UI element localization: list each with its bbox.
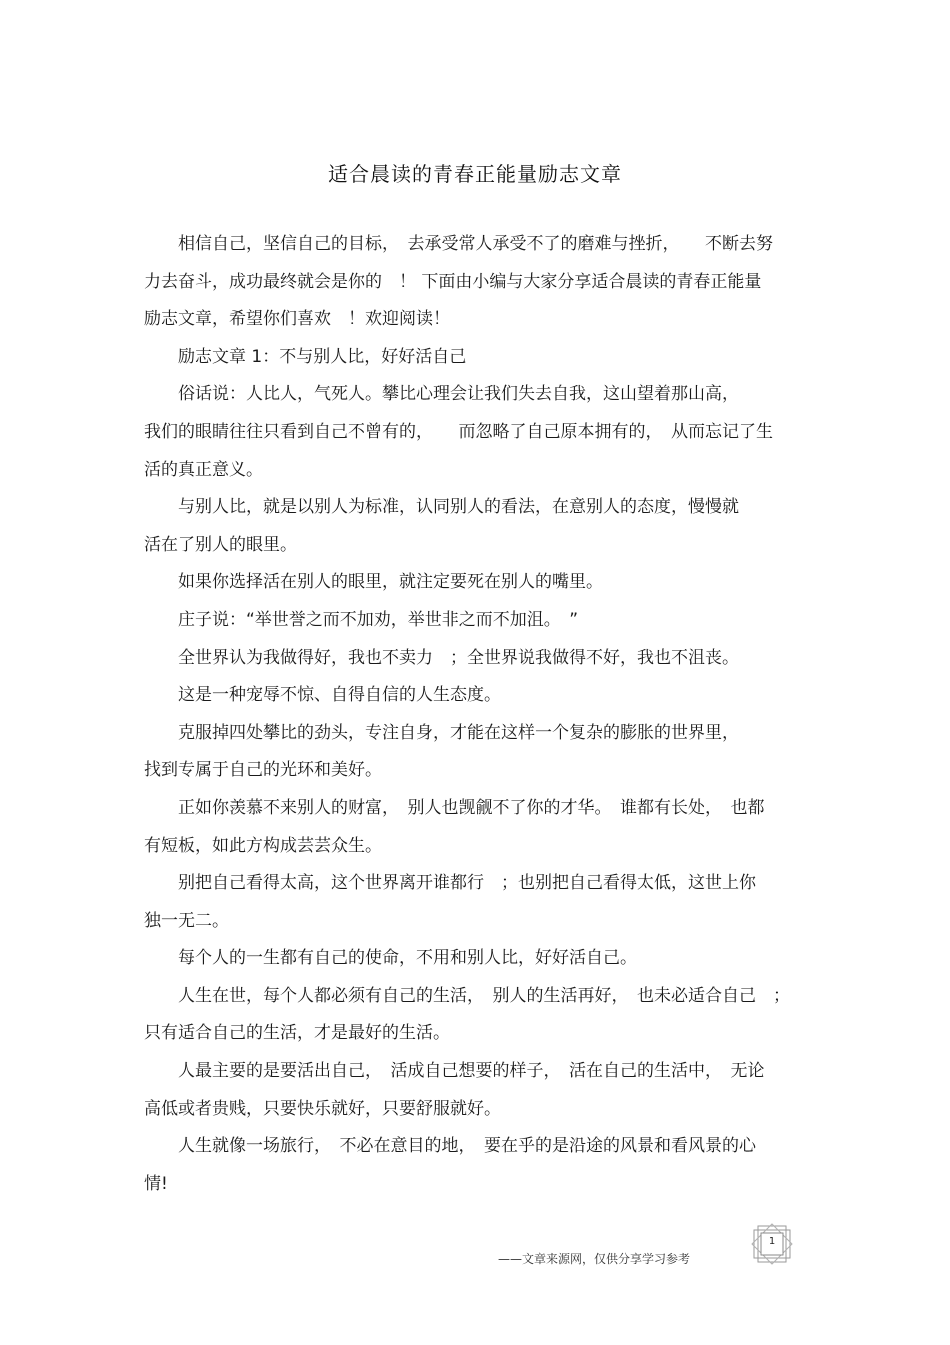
paragraph: 俗话说：人比人，气死人。攀比心理会让我们失去自我，这山望着那山高， 我们的眼睛往往只看到自己不曾有的， 而忽略了自己原本拥有的， 从而忘记了生 活的真正意义。 — [144, 384, 773, 480]
paragraph: 别把自己看得太高，这个世界离开谁都行 ；也别把自己看得太低，这世上你 独一无二。 — [144, 873, 756, 931]
footer-source-note: ——文章来源网，仅供分享学习参考 — [498, 1252, 691, 1266]
paragraph: 正如你羡慕不来别人的财富， 别人也觊觎不了你的才华。 谁都有长处， 也都 有短板，如此方构成芸芸众生。 — [144, 797, 765, 856]
paragraph: 每个人的一生都有自己的使命，不用和别人比，好好活自己。 — [144, 948, 637, 969]
paragraph: 与别人比，就是以别人为标准，认同别人的看法，在意别人的态度，慢慢就 活在了别人的眼里。 — [144, 497, 739, 555]
paragraph: 人生就像一场旅行， 不必在意目的地， 要在乎的是沿途的风景和看风景的心 情! — [144, 1136, 756, 1194]
paragraph-intro: 相信自己，坚信自己的目标， 去承受常人承受不了的磨难与挫折， 不断去努 力去奋斗，成功最终就会是你的 ！ 下面由小编与大家分享适合晨读的青春正能量 励志文章，希望你们喜欢 ！欢迎阅读！ — [144, 234, 773, 330]
paragraph: 克服掉四处攀比的劲头，专注自身，才能在这样一个复杂的膨胀的世界里， 找到专属于自己的光环和美好。 — [144, 722, 739, 781]
paragraph: 庄子说：“举世誉之而不加劝，举世非之而不加沮。 ” — [144, 609, 579, 630]
page-title: 适合晨读的青春正能量励志文章 — [328, 162, 622, 186]
paragraph: 人最主要的是要活出自己， 活成自己想要的样子， 活在自己的生活中， 无论 高低或者贵贱，只要快乐就好，只要舒服就好。 — [144, 1061, 765, 1119]
paragraph: 人生在世，每个人都必须有自己的生活， 别人的生活再好， 也未必适合自己 ； 只有适合自己的生活，才是最好的生活。 — [144, 985, 790, 1044]
page-number: 1 — [768, 1236, 776, 1247]
article-body — [144, 226, 814, 1203]
paragraph-heading-article-1: 励志文章 1：不与别人比，好好活自己 — [144, 346, 467, 367]
paragraph: 全世界认为我做得好，我也不卖力 ；全世界说我做得不好，我也不沮丧。 — [144, 647, 739, 668]
page-number-badge — [750, 1222, 794, 1266]
paragraph: 这是一种宠辱不惊、自得自信的人生态度。 — [144, 685, 501, 706]
paragraph: 如果你选择活在别人的眼里，就注定要死在别人的嘴里。 — [144, 572, 603, 593]
